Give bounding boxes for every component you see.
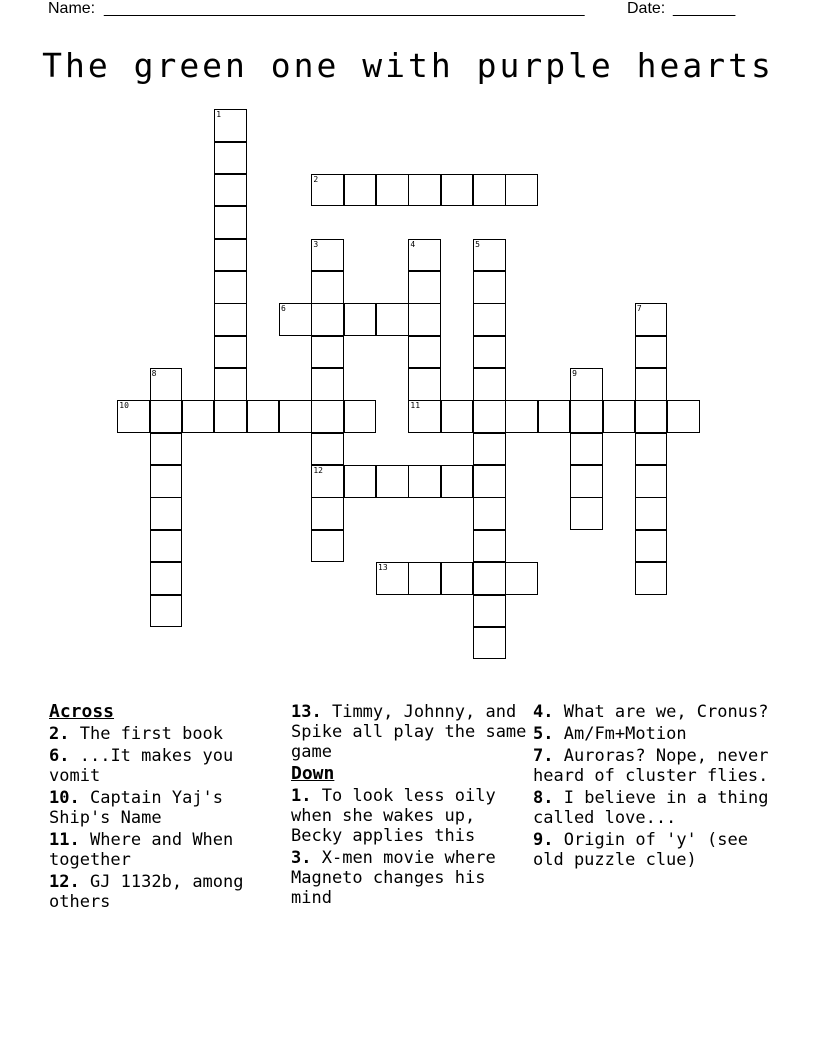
clue-down-9 [533,830,769,870]
clue-across-11 [49,830,285,870]
grid-cell[interactable] [667,400,700,433]
grid-cell[interactable] [311,433,344,466]
clue-number-label: 6 [281,304,286,314]
clue-across-10 [49,788,285,828]
grid-cell[interactable] [473,530,506,563]
grid-cell[interactable] [441,400,474,433]
clue-text: I believe in a thing called love... [533,788,769,828]
date-label: Date: [627,0,666,17]
clue-text: What are we, Cronus? [563,702,769,722]
clue-across-13 [291,702,527,762]
clue-down-8 [533,788,769,828]
grid-cell[interactable] [635,530,668,563]
clue-number: 1. [291,786,312,806]
clue-number: 8. [533,788,554,808]
clue-text: Where and When together [49,830,234,870]
grid-cell[interactable] [441,174,474,207]
clue-text: Origin of 'y' (see old puzzle clue) [533,830,748,870]
clue-number-label: 10 [119,401,129,411]
grid-cell[interactable] [150,368,183,401]
clue-number-label: 4 [410,239,416,249]
clue-down-3 [291,848,527,908]
clue-number: 3. [291,848,312,868]
grid-cell[interactable] [473,627,506,660]
grid-cell[interactable] [311,336,344,369]
clue-number: 10. [49,788,80,808]
grid-cell[interactable] [214,336,247,369]
grid-cell[interactable] [473,239,506,272]
down-heading: Down [291,763,335,784]
grid-cell[interactable] [247,400,280,433]
clue-number-label: 13 [378,563,388,573]
across-heading: Across [49,701,115,722]
clue-text: Am/Fm+Motion [563,724,687,744]
clue-down-5 [533,724,769,744]
grid-cell[interactable] [150,530,183,563]
clue-across-6 [49,746,285,786]
grid-cell[interactable] [473,400,506,433]
grid-cell[interactable] [473,336,506,369]
grid-cell[interactable] [182,400,215,433]
grid-cell[interactable] [408,465,441,498]
grid-cell[interactable] [635,497,668,530]
clue-number-label: 3 [313,239,319,249]
grid-cell[interactable] [214,400,247,433]
grid-cell[interactable] [473,465,506,498]
grid-cell[interactable] [441,465,474,498]
clue-number-label: 11 [410,401,421,411]
grid-cell[interactable] [344,303,377,336]
clue-down-1 [291,786,527,846]
clue-text: To look less oily when she wakes up, Becky applies this [291,786,496,846]
grid-cell[interactable] [214,239,247,272]
grid-cell[interactable] [344,400,377,433]
grid-cell[interactable] [635,465,668,498]
clue-text: ...It makes you vomit [49,746,234,786]
grid-cell[interactable] [603,400,636,433]
grid-cell[interactable] [473,271,506,304]
clue-down-4 [533,702,769,722]
grid-cell[interactable] [150,433,183,466]
grid-cell[interactable] [408,368,441,401]
grid-cell[interactable] [279,400,312,433]
grid-cell[interactable] [311,497,344,530]
grid-cell[interactable] [408,239,441,272]
grid-cell[interactable] [376,465,409,498]
grid-cell[interactable] [473,368,506,401]
grid-cell[interactable] [570,368,603,401]
clue-text: Timmy, Johnny, and Spike all play the same game [291,702,527,762]
grid-cell[interactable] [214,206,247,239]
grid-cell[interactable] [214,368,247,401]
grid-cell[interactable] [311,271,344,304]
puzzle-title: The green one with purple hearts [42,46,774,85]
grid-cell[interactable] [279,303,312,336]
clue-number-label: 12 [313,466,323,476]
grid-cell[interactable] [311,530,344,563]
grid-cell[interactable] [635,400,668,433]
grid-cell[interactable] [214,174,247,207]
grid-cell[interactable] [150,400,183,433]
name-blank-line[interactable]: ______________________________________________________ [104,0,585,17]
clue-number: 7. [533,746,554,766]
grid-cell[interactable] [150,562,183,595]
grid-cell[interactable] [376,303,409,336]
grid-cell[interactable] [635,433,668,466]
grid-cell[interactable] [150,595,183,628]
grid-cell[interactable] [311,400,344,433]
clue-text: Captain Yaj's Ship's Name [49,788,224,828]
grid-cell[interactable] [311,303,344,336]
grid-cell[interactable] [311,465,344,498]
grid-cell[interactable] [408,400,441,433]
grid-cell[interactable] [505,562,538,595]
clue-number-label: 8 [151,369,157,379]
grid-cell[interactable] [635,303,668,336]
grid-cell[interactable] [408,174,441,207]
grid-cell[interactable] [376,562,409,595]
clues-column-1 [49,702,285,914]
clue-number-label: 5 [475,239,480,249]
clue-number-label: 1 [216,110,222,120]
clue-number-label: 2 [313,174,319,184]
clue-number: 11. [49,830,80,850]
clue-number: 9. [533,830,554,850]
grid-cell[interactable] [441,562,474,595]
grid-cell[interactable] [570,465,603,498]
grid-cell[interactable] [344,174,377,207]
clue-text: GJ 1132b, among others [49,872,244,912]
grid-cell[interactable] [635,336,668,369]
grid-cell[interactable] [473,562,506,595]
grid-cell[interactable] [570,400,603,433]
grid-cell[interactable] [635,368,668,401]
clue-across-2 [49,724,285,744]
clue-number: 12. [49,872,80,892]
clue-across-12 [49,872,285,912]
grid-cell[interactable] [150,465,183,498]
grid-cell[interactable] [473,497,506,530]
clue-number: 13. [291,702,322,722]
grid-cell[interactable] [150,497,183,530]
grid-cell[interactable] [376,174,409,207]
grid-cell[interactable] [214,271,247,304]
grid-cell[interactable] [408,303,441,336]
clue-text: Auroras? Nope, never heard of cluster flies. [533,746,769,786]
grid-cell[interactable] [473,595,506,628]
grid-cell[interactable] [344,465,377,498]
clues-column-2 [291,702,527,910]
grid-cell[interactable] [311,174,344,207]
clues-column-3 [533,702,769,872]
grid-cell[interactable] [311,368,344,401]
grid-cell[interactable] [473,174,506,207]
clue-text: X-men movie where Magneto changes his mind [291,848,496,908]
clue-number: 4. [533,702,554,722]
date-blank-line[interactable]: _______ [673,0,736,17]
grid-cell[interactable] [311,239,344,272]
grid-cell[interactable] [570,497,603,530]
grid-cell[interactable] [408,336,441,369]
grid-cell[interactable] [408,271,441,304]
grid-cell[interactable] [473,433,506,466]
grid-cell[interactable] [214,109,247,142]
clue-number-label: 9 [572,369,577,379]
grid-cell[interactable] [117,400,150,433]
clue-number: 6. [49,746,70,766]
grid-cell[interactable] [408,562,441,595]
clue-text: The first book [79,724,224,744]
grid-cell[interactable] [570,433,603,466]
grid-cell[interactable] [505,174,538,207]
clue-number: 2. [49,724,70,744]
grid-cell[interactable] [473,303,506,336]
grid-cell[interactable] [214,303,247,336]
name-label: Name: [48,0,96,17]
grid-cell[interactable] [635,562,668,595]
clue-number-label: 7 [636,304,642,314]
clue-number: 5. [533,724,554,744]
clue-down-7 [533,746,769,786]
grid-cell[interactable] [505,400,538,433]
grid-cell[interactable] [538,400,571,433]
grid-cell[interactable] [214,142,247,175]
